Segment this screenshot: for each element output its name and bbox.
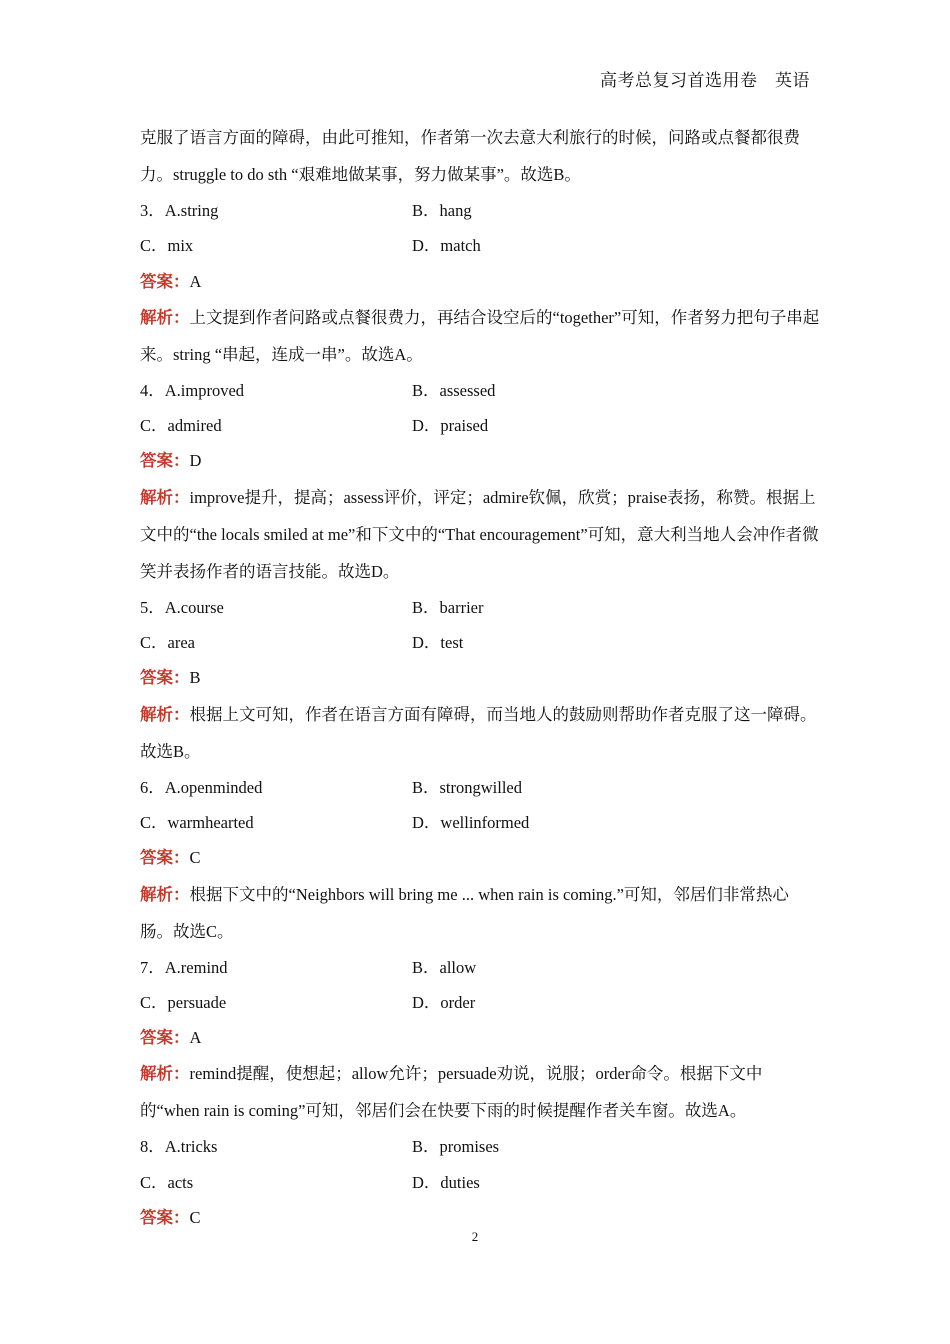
option-c: C．persuade — [140, 992, 227, 1012]
answer-line — [140, 840, 820, 875]
analysis-paragraph — [140, 876, 820, 950]
options-row — [140, 408, 820, 443]
option-b: B．barrier — [412, 597, 484, 617]
option-d: D．wellinformed — [412, 812, 530, 832]
options-row — [140, 625, 820, 660]
answer-value: B — [189, 668, 201, 688]
option-c: C．acts — [140, 1172, 194, 1192]
options-row — [140, 805, 820, 840]
analysis-label: 解析： — [140, 487, 190, 507]
option-d: D．praised — [412, 416, 489, 436]
question-7 — [140, 950, 820, 1130]
options-row — [140, 770, 820, 805]
analysis-label: 解析： — [140, 704, 190, 724]
analysis-paragraph — [140, 696, 820, 770]
analysis-label: 解析： — [140, 884, 190, 904]
analysis-label: 解析： — [140, 1064, 190, 1084]
analysis-text: remind提醒，使想起；allow允许；persuade劝说，说服；order命令。根据下文中的“when rain is coming”可知，邻居们会在快要下雨的时候提醒作者关车窗。故选A。 — [140, 1064, 763, 1121]
answer-line — [140, 1020, 820, 1055]
analysis-text: improve提升，提高；assess评价，评定；admire钦佩，欣赏；praise表扬，称赞。根据上文中的“the locals smiled at me”和下文中的“That encouragement”可知，意大利当地人会冲作者微笑并表扬作者的语言技能。故选D。 — [140, 487, 819, 581]
question-4 — [140, 373, 820, 590]
option-b: B．strongwilled — [412, 777, 522, 797]
analysis-paragraph — [140, 1055, 820, 1129]
options-row — [140, 950, 820, 985]
option-a: 8．A.tricks — [140, 1137, 218, 1157]
page-number: 2 — [471, 1229, 479, 1244]
option-a: 5．A.course — [140, 597, 224, 617]
options-row — [140, 193, 820, 228]
answer-value: C — [189, 848, 201, 868]
answer-value: A — [189, 271, 202, 291]
question-8 — [140, 1129, 820, 1235]
options-row — [140, 1165, 820, 1200]
answer-label: 答案： — [140, 1208, 190, 1228]
analysis-paragraph — [140, 299, 820, 373]
analysis-paragraph — [140, 479, 820, 590]
answer-label: 答案： — [140, 668, 190, 688]
option-b: B．hang — [412, 201, 472, 220]
answer-value: C — [189, 1208, 201, 1228]
option-d: D．duties — [412, 1172, 480, 1192]
option-d: D．order — [412, 992, 476, 1012]
answer-line — [140, 443, 820, 478]
analysis-label: 解析： — [140, 307, 190, 327]
question-6 — [140, 770, 820, 950]
continued-analysis: 克服了语言方面的障碍，由此可推知，作者第一次去意大利旅行的时候，问路或点餐都很费力。struggle to do sth “艰难地做某事，努力做某事”。故选B。 — [140, 128, 800, 184]
option-a: 3．A.string — [140, 201, 219, 220]
page-header: 高考总复习首选用卷 英语 — [600, 71, 810, 90]
answer-value: D — [189, 451, 202, 471]
option-c: C．admired — [140, 416, 222, 436]
option-a: 7．A.remind — [140, 957, 228, 977]
options-row — [140, 228, 820, 263]
option-c: C．area — [140, 633, 195, 653]
answer-label: 答案： — [140, 1028, 190, 1048]
options-row — [140, 590, 820, 625]
option-b: B．assessed — [412, 380, 496, 400]
answer-line — [140, 264, 820, 299]
option-c: C．warmhearted — [140, 812, 254, 832]
option-b: B．allow — [412, 957, 477, 977]
page-content — [140, 119, 820, 1235]
answer-line — [140, 660, 820, 695]
options-row — [140, 985, 820, 1020]
options-row — [140, 1129, 820, 1164]
question-5 — [140, 590, 820, 770]
option-b: B．promises — [412, 1137, 500, 1157]
answer-value: A — [189, 1028, 202, 1048]
option-d: D．match — [412, 236, 481, 256]
question-3 — [140, 193, 820, 373]
analysis-text: 上文提到作者问路或点餐很费力，再结合设空后的“together”可知，作者努力把句子串起来。string “串起，连成一串”。故选A。 — [140, 307, 820, 364]
analysis-text: 根据上文可知，作者在语言方面有障碍，而当地人的鼓励则帮助作者克服了这一障碍。故选B。 — [140, 704, 817, 761]
answer-label: 答案： — [140, 451, 190, 471]
answer-label: 答案： — [140, 848, 190, 868]
answer-label: 答案： — [140, 271, 190, 291]
options-row — [140, 373, 820, 408]
option-d: D．test — [412, 633, 464, 653]
option-c: C．mix — [140, 236, 194, 256]
option-a: 4．A.improved — [140, 380, 245, 400]
analysis-text: 根据下文中的“Neighbors will bring me ... when rain is coming.”可知，邻居们非常热心肠。故选C。 — [140, 884, 789, 941]
option-a: 6．A.openminded — [140, 777, 263, 797]
